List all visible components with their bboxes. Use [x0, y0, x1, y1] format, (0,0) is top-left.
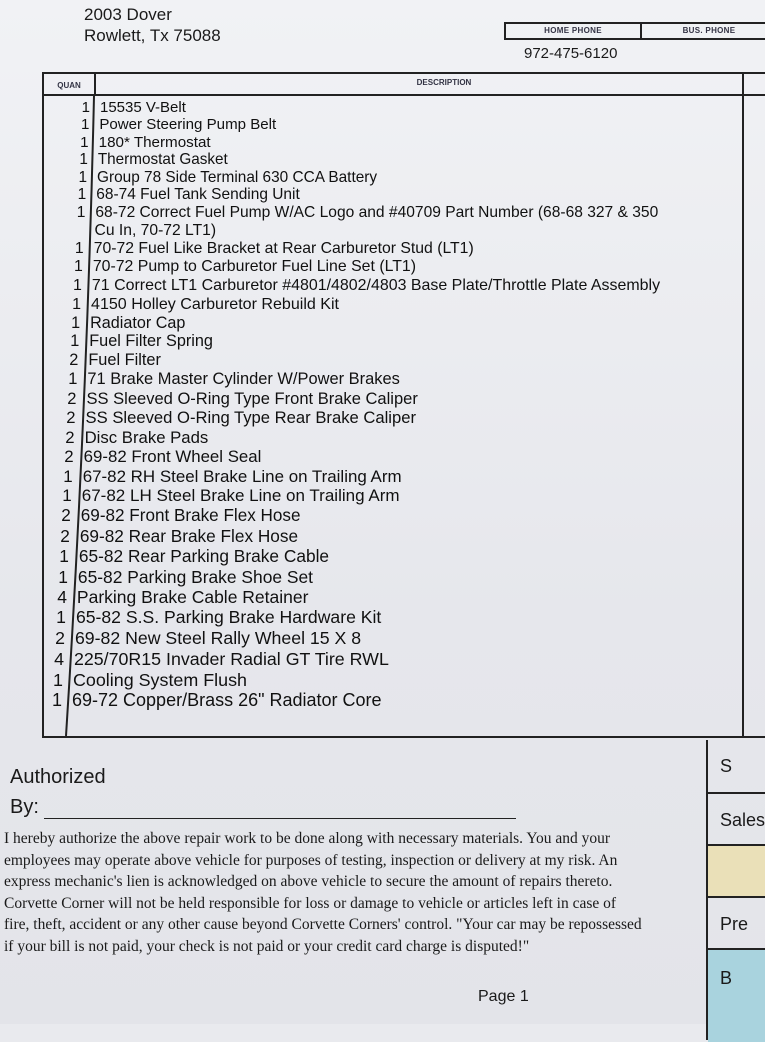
table-row: [44, 258, 765, 276]
item-description: Parking Brake Cable Retainer: [76, 586, 309, 607]
table-row: [44, 546, 765, 566]
item-description: 4150 Holley Carburetor Rebuild Kit: [91, 295, 339, 314]
item-description: 65-82 S.S. Parking Brake Hardware Kit: [75, 607, 382, 628]
item-description: Disc Brake Pads: [84, 427, 209, 447]
item-quantity: 1: [68, 370, 78, 389]
item-quantity: 1: [79, 150, 88, 168]
table-row: [44, 277, 765, 295]
table-row: [44, 99, 765, 116]
item-quantity: 1: [74, 240, 84, 258]
item-description: 71 Correct LT1 Carburetor #4801/4802/4803 Base Plate/Throttle Plate Assembly: [91, 276, 661, 294]
item-description: 68-74 Fuel Tank Sending Unit: [96, 186, 300, 204]
item-description: 65-82 Parking Brake Shoe Set: [77, 566, 314, 587]
table-row: [44, 151, 765, 169]
item-quantity: 2: [65, 427, 75, 447]
table-row: [44, 486, 765, 506]
item-quantity: 1: [78, 168, 88, 186]
summary-cell: [708, 948, 765, 1042]
item-description: Power Steering Pump Belt: [99, 116, 277, 134]
signature-line[interactable]: [44, 818, 516, 819]
table-row: [44, 690, 765, 711]
item-quantity: 1: [56, 607, 66, 628]
table-row: [44, 134, 765, 151]
table-row: [44, 222, 765, 240]
item-description: Group 78 Side Terminal 630 CCA Battery: [97, 168, 378, 186]
item-quantity: 1: [72, 295, 82, 314]
item-quantity: 1: [51, 690, 62, 711]
item-quantity: 2: [64, 447, 74, 467]
table-row: [44, 467, 765, 487]
item-quantity: 2: [55, 627, 65, 648]
item-description: 69-82 Front Brake Flex Hose: [80, 506, 301, 526]
authorized-by-label: By:: [10, 796, 39, 818]
authorization-terms: I hereby authorize the above repair work to be done along with necessary materials. You and your employees may operate above vehicle for purposes of testing, inspection or delivery at my risk. An express mechanic's lien is acknowledged on above vehicle to secure the amount of repairs thereto. Corvette Corner will not be held responsible for loss or damage to vehicle or articles left in case of fire, theft, accident or any other cause beyond Corvette Corners' control. "Your car may be repossessed if your bill is not paid, your check is not paid or your credit card charge is disputed!": [4, 830, 642, 955]
table-row: [44, 428, 765, 447]
summary-box: [706, 740, 765, 1040]
item-description: 225/70R15 Invader Radial GT Tire RWL: [73, 648, 389, 669]
table-row: [44, 240, 765, 258]
item-description: 69-72 Copper/Brass 26" Radiator Core: [72, 690, 382, 711]
item-quantity: 1: [63, 466, 73, 486]
home-phone-number: 972-475-6120: [524, 45, 618, 62]
item-quantity: 1: [73, 276, 82, 294]
summary-cell: [708, 792, 765, 846]
quan-column-header: QUAN: [44, 74, 96, 94]
item-description: 70-72 Fuel Like Bracket at Rear Carburetor Stud (LT1): [93, 240, 474, 258]
item-description: SS Sleeved O-Ring Type Rear Brake Caliper: [85, 408, 417, 428]
summary-cell: [708, 740, 765, 792]
item-quantity: 2: [67, 389, 77, 409]
summary-cell: [708, 844, 765, 898]
item-quantity: 1: [77, 186, 87, 204]
table-row: [44, 587, 765, 607]
item-quantity: 1: [70, 332, 80, 351]
item-quantity: 2: [60, 526, 70, 547]
item-description: 67-82 LH Steel Brake Line on Trailing Arm: [81, 486, 400, 506]
item-quantity: 1: [80, 133, 89, 151]
item-description: 69-82 Rear Brake Flex Hose: [79, 526, 299, 547]
item-description: Cu In, 70-72 LT1): [94, 221, 217, 239]
item-quantity: 2: [66, 408, 76, 428]
item-description: Radiator Cap: [90, 313, 186, 332]
phone-header-box: [504, 22, 765, 40]
table-row: [44, 186, 765, 204]
address-line-1: 2003 Dover: [84, 5, 172, 24]
item-description: Cooling System Flush: [72, 669, 247, 690]
item-quantity: 1: [53, 669, 63, 690]
item-quantity: 4: [54, 648, 64, 669]
item-description: 67-82 RH Steel Brake Line on Trailing Arm: [82, 466, 402, 486]
home-phone-label: HOME PHONE: [544, 26, 602, 35]
item-quantity: 1: [62, 486, 72, 506]
item-description: SS Sleeved O-Ring Type Front Brake Caliper: [86, 389, 418, 409]
summary-cell-label: Sales: [720, 810, 765, 830]
table-row: [44, 447, 765, 467]
item-description: Fuel Filter: [88, 351, 161, 370]
summary-cell: [708, 896, 765, 950]
item-description: 71 Brake Master Cylinder W/Power Brakes: [87, 370, 400, 389]
table-row: [44, 204, 765, 222]
item-quantity: 1: [59, 546, 69, 567]
item-quantity: 4: [57, 586, 67, 607]
bus-phone-label: BUS. PHONE: [640, 24, 765, 38]
table-row: [44, 607, 765, 628]
table-row: [44, 116, 765, 133]
item-quantity: 1: [80, 116, 90, 134]
item-quantity: 1: [71, 313, 81, 332]
item-quantity: 1: [81, 99, 90, 116]
item-quantity: 1: [76, 204, 86, 222]
table-row: [44, 389, 765, 408]
summary-cell-label: Pre: [720, 914, 749, 934]
table-row: [44, 526, 765, 546]
table-row: [44, 169, 765, 187]
table-row: [44, 649, 765, 670]
item-description: 68-72 Correct Fuel Pump W/AC Logo and #40709 Part Number (68-68 327 & 350: [95, 204, 659, 222]
line-items-table: [42, 72, 765, 738]
table-row: [44, 314, 765, 333]
description-column-header: DESCRIPTION: [416, 78, 472, 87]
table-row: [44, 370, 765, 389]
summary-cell-label: B: [720, 968, 733, 988]
item-description: 65-82 Rear Parking Brake Cable: [78, 546, 330, 567]
item-quantity: 2: [69, 351, 79, 370]
item-description: 180* Thermostat: [98, 133, 211, 151]
table-row: [44, 567, 765, 587]
table-row: [44, 408, 765, 427]
table-row: [44, 351, 765, 370]
address-line-2: Rowlett, Tx 75088: [84, 26, 221, 45]
item-description: 69-82 New Steel Rally Wheel 15 X 8: [74, 627, 362, 648]
item-quantity: 2: [61, 506, 71, 526]
item-description: 15535 V-Belt: [100, 99, 186, 116]
item-description: 69-82 Front Wheel Seal: [83, 447, 262, 467]
summary-cell-label: S: [720, 756, 733, 776]
table-header: [44, 74, 765, 96]
item-description: 70-72 Pump to Carburetor Fuel Line Set (LT1): [92, 258, 417, 276]
table-row: [44, 670, 765, 691]
authorized-label: Authorized: [10, 766, 106, 788]
table-row: [44, 506, 765, 526]
item-quantity: 1: [58, 566, 68, 587]
item-description: Thermostat Gasket: [97, 150, 228, 168]
item-quantity: 1: [73, 258, 83, 276]
table-row: [44, 295, 765, 314]
page-number: Page 1: [478, 988, 529, 1005]
table-row: [44, 332, 765, 351]
line-items-list: [44, 99, 765, 712]
item-description: Fuel Filter Spring: [89, 332, 213, 351]
table-row: [44, 628, 765, 649]
